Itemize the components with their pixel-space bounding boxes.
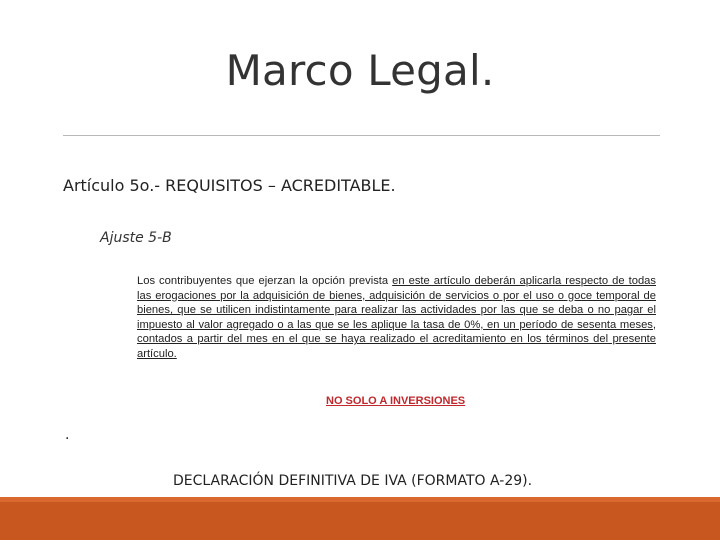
article-heading: Artículo 5o.- REQUISITOS – ACREDITABLE. [63, 176, 396, 195]
footer-accent-bar [0, 497, 720, 540]
stray-period-mark: . [65, 427, 70, 443]
footer-accent-edge [0, 497, 720, 502]
red-note-label: NO SOLO A INVERSIONES [326, 395, 466, 407]
body-text-plain: Los contribuyentes que ejerzan la opción prevista [137, 275, 393, 287]
body-text-underlined: en este artículo deberán aplicarla respecto de todas las erogaciones por la adquisición de bienes, adquisición de servicios o por el uso o goce temporal de bienes, que se utilicen indistintamente para realizar las actividades por las que se deba o no pagar el impuesto al valor agregado o a las que se les aplique la tasa de 0%, en un período de sesenta meses, contados a partir del mes en el que se haya realizado el acreditamiento en los términos del presente artículo. [137, 275, 656, 360]
title-divider [63, 135, 660, 136]
article-body-paragraph [137, 274, 656, 362]
adjustment-subheading: Ajuste 5-B [100, 230, 172, 246]
declaration-line: DECLARACIÓN DEFINITIVA DE IVA (FORMATO A-29). [173, 473, 533, 489]
slide-title: Marco Legal. [225, 46, 495, 95]
